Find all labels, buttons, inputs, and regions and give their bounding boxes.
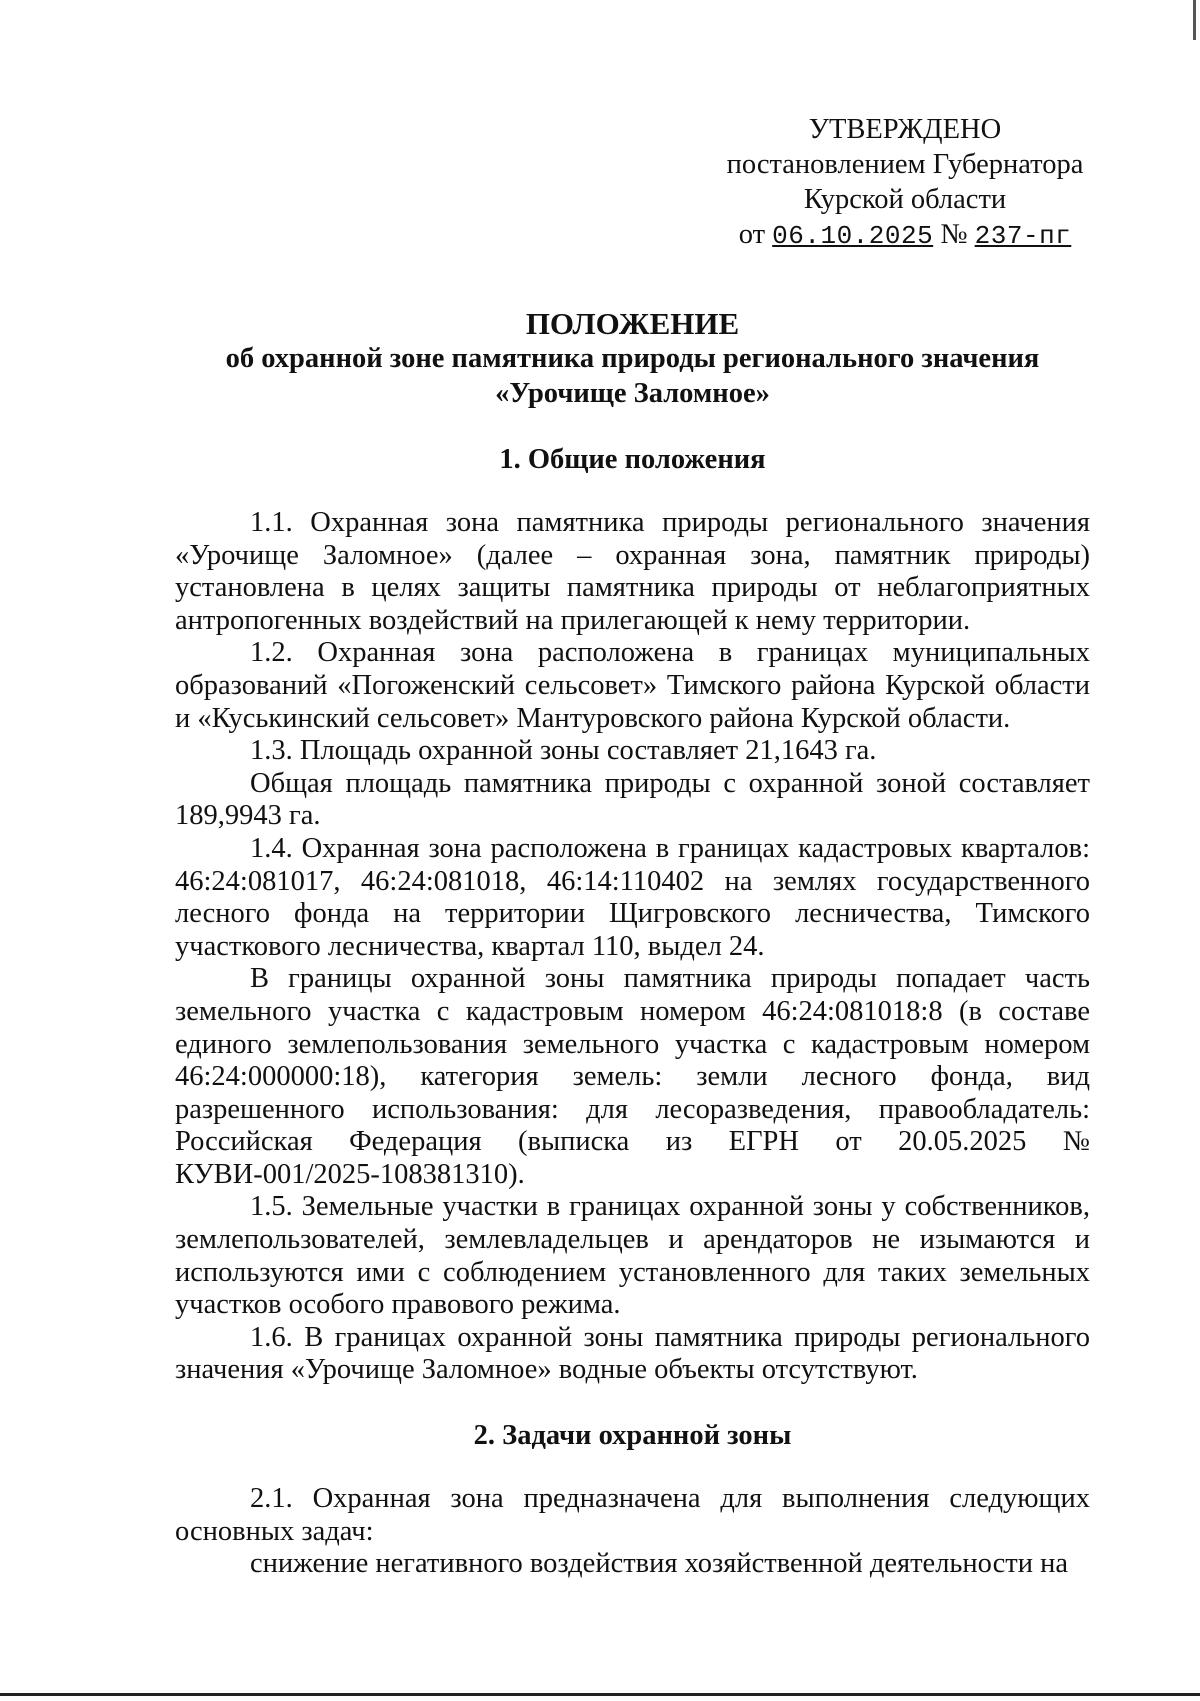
approval-date-line [720, 217, 1090, 254]
paragraph-2-1-item: снижение негативного воздействия хозяйственной деятельности на [250, 1548, 1069, 1580]
date-prefix: от [738, 219, 766, 250]
section-2-body [175, 1483, 1090, 1581]
section-2-heading: 2. Задачи охранной зоны [473, 1420, 792, 1451]
title-subtitle-line2: «Урочище Заломное» [495, 378, 770, 409]
paragraph-1-4: 1.4. Охранная зона расположена в границах кадастровых кварталов: 46:24:081017, 46:24:081018, 46:14:110402 на землях государственного лесного фонда на территории Щигровского лесничества, Тимского участкового лесничества, квартал 110, выдел 24. [175, 832, 1090, 962]
paragraph-1-2: 1.2. Охранная зона расположена в границах муниципальных образований «Погоженский сельсовет» Тимского района Курской области и «Куськинский сельсовет» Мантуровского района Курской области. [175, 637, 1090, 734]
scan-edge-mark [1193, 0, 1196, 40]
paragraph-2-1: 2.1. Охранная зона предназначена для выполнения следующих основных задач: [175, 1483, 1090, 1547]
title-subtitle-line1: об охранной зоне памятника природы регионального значения [225, 343, 1040, 374]
title-main: ПОЛОЖЕНИЕ [525, 306, 740, 341]
approval-region: Курской области [803, 184, 1007, 215]
paragraph-1-6: 1.6. В границах охранной зоны памятника природы регионального значения «Урочище Заломное» водные объекты отсутствуют. [175, 1321, 1090, 1386]
approval-number: 237-пг [974, 221, 1072, 251]
approval-stamp-block [720, 112, 1090, 254]
paragraph-1-1: 1.1. Охранная зона памятника природы регионального значения «Урочище Заломное» (далее – охранная зона, памятник природы) установлена в целях защиты памятника природы от неблагоприятных антропогенных воздействий на прилегающей к нему территории. [175, 507, 1090, 636]
approval-heading: УТВЕРЖДЕНО [808, 114, 1002, 145]
paragraph-total-area: Общая площадь памятника природы с охранной зоной составляет 189,9943 га. [175, 767, 1090, 832]
paragraph-land-plot: В границы охранной зоны памятника природы попадает часть земельного участка с кадастровым номером 46:24:081018:8 (в составе единого землепользования земельного участка с кадастровым номером 46:24:000000:18), категория земель: земли лесного фонда, вид разрешенного использования: для лесоразведения, правообладатель: Российская Федерация (выписка из ЕГРН от 20.05.2025 № КУВИ-001/2025-108381310). [175, 963, 1090, 1190]
approval-issuer: постановлением Губернатора [726, 149, 1084, 180]
approval-date: 06.10.2025 [772, 221, 934, 251]
section-1-body [175, 507, 1090, 1387]
paragraph-1-3: 1.3. Площадь охранной зоны составляет 21,1643 га. [250, 735, 877, 767]
paragraph-1-5: 1.5. Земельные участки в границах охранной зоны у собственников, землепользователей, землевладельцев и арендаторов не изымаются и используются ими с соблюдением установленного для таких земельных участков особого правового режима. [175, 1191, 1090, 1321]
number-prefix: № [940, 219, 968, 250]
document-title [175, 306, 1090, 411]
page-bottom-edge [0, 1693, 1200, 1696]
section-1-heading: 1. Общие положения [499, 444, 766, 475]
